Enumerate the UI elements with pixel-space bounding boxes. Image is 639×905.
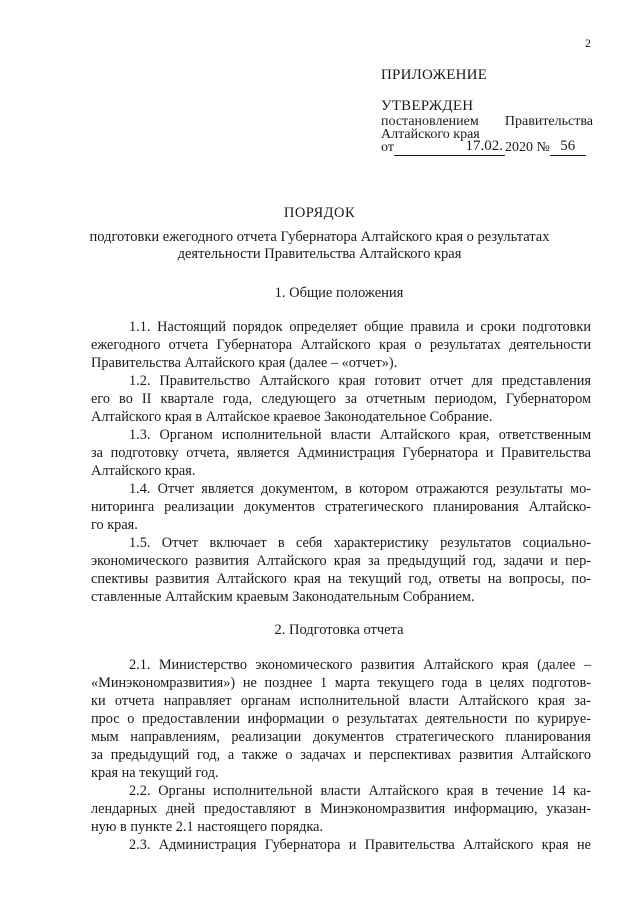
document-subtitle-line1: подготовки ежегодного отчета Губернатора Алтайского края о результатах — [89, 229, 550, 245]
paragraph-line: Алтайского края в Алтайское краевое Законодательное Собрание. — [91, 409, 493, 425]
paragraph-line: экономического развития Алтайского края за предыдущий год, задачи и пер- — [91, 553, 591, 569]
paragraph-line: ки отчета направляет органам исполнительной власти Алтайского края за- — [91, 693, 591, 709]
paragraph-line: ную в пункте 2.1 настоящего порядка. — [91, 819, 324, 835]
paragraph-line: за предыдущий год, а также о задачах и перспективах развития Алтайского — [91, 747, 591, 763]
paragraph-line: за подготовку отчета, является Администрация Губернатора и Правительства — [91, 445, 591, 461]
paragraph-line: 1.5. Отчет включает в себя характеристику результатов социально- — [129, 535, 591, 551]
appendix-label: ПРИЛОЖЕНИЕ — [381, 67, 488, 83]
paragraph-line: прос о предоставлении информации о результатах деятельности по курируе- — [91, 711, 591, 727]
date-number-line — [381, 139, 586, 156]
section-heading-general: 1. Общие положения — [274, 285, 404, 301]
page-number: 2 — [585, 36, 591, 50]
year-number-label: 2020 № — [504, 140, 550, 155]
paragraph-line: 2.1. Министерство экономического развития Алтайского края (далее – — [129, 657, 591, 673]
decree-date: 17.02. — [394, 139, 505, 156]
paragraph-line: Алтайского края. — [91, 463, 196, 479]
document-title: ПОРЯДОК — [283, 205, 356, 221]
paragraph-line: мым направлениям, реализации документов стратегического планирования — [91, 729, 591, 745]
paragraph-line: «Минэкономразвития») не позднее 1 марта текущего года в целях подготов- — [91, 675, 591, 691]
paragraph-line: края на текущий год. — [91, 765, 219, 781]
paragraph-line: 1.1. Настоящий порядок определяет общие правила и сроки подготовки — [129, 319, 591, 335]
region-line: Алтайского края — [381, 127, 480, 142]
from-label: от — [381, 140, 394, 155]
document-subtitle-line2: деятельности Правительства Алтайского края — [177, 246, 462, 262]
decree-number: 56 — [550, 139, 586, 156]
paragraph-line: его во II квартале года, следующего за отчетным периодом, Губернатором — [91, 391, 591, 407]
section-heading-preparation: 2. Подготовка отчета — [274, 622, 404, 638]
paragraph-line: Правительства Алтайского края (далее – «отчет»). — [91, 355, 398, 371]
decree-word: постановлением — [381, 114, 479, 129]
government-word: Правительства — [504, 114, 593, 129]
paragraph-line: спективы развития Алтайского края на текущий год, ответы на вопросы, по- — [91, 571, 591, 587]
paragraph-line: го края. — [91, 517, 138, 533]
paragraph-line: 2.3. Администрация Губернатора и Правительства Алтайского края не — [129, 837, 591, 853]
paragraph-line: 2.2. Органы исполнительной власти Алтайского края в течение 14 ка- — [129, 783, 591, 799]
paragraph-line: 1.2. Правительство Алтайского края готовит отчет для представления — [129, 373, 591, 389]
paragraph-line: лендарных дней предоставляют в Минэкономразвития информацию, указан- — [91, 801, 591, 817]
paragraph-line: 1.4. Отчет является документом, в котором отражаются результаты мо- — [129, 481, 591, 497]
paragraph-line: ежегодного отчета Губернатора Алтайского края о результатах деятельности — [91, 337, 591, 353]
paragraph-line: ставленные Алтайским краевым Законодательным Собранием. — [91, 589, 475, 605]
approved-label: УТВЕРЖДЕН — [381, 98, 474, 114]
paragraph-line: 1.3. Органом исполнительной власти Алтайского края, ответственным — [129, 427, 591, 443]
paragraph-line: ниторинга реализации документов стратегического планирования Алтайско- — [91, 499, 591, 515]
